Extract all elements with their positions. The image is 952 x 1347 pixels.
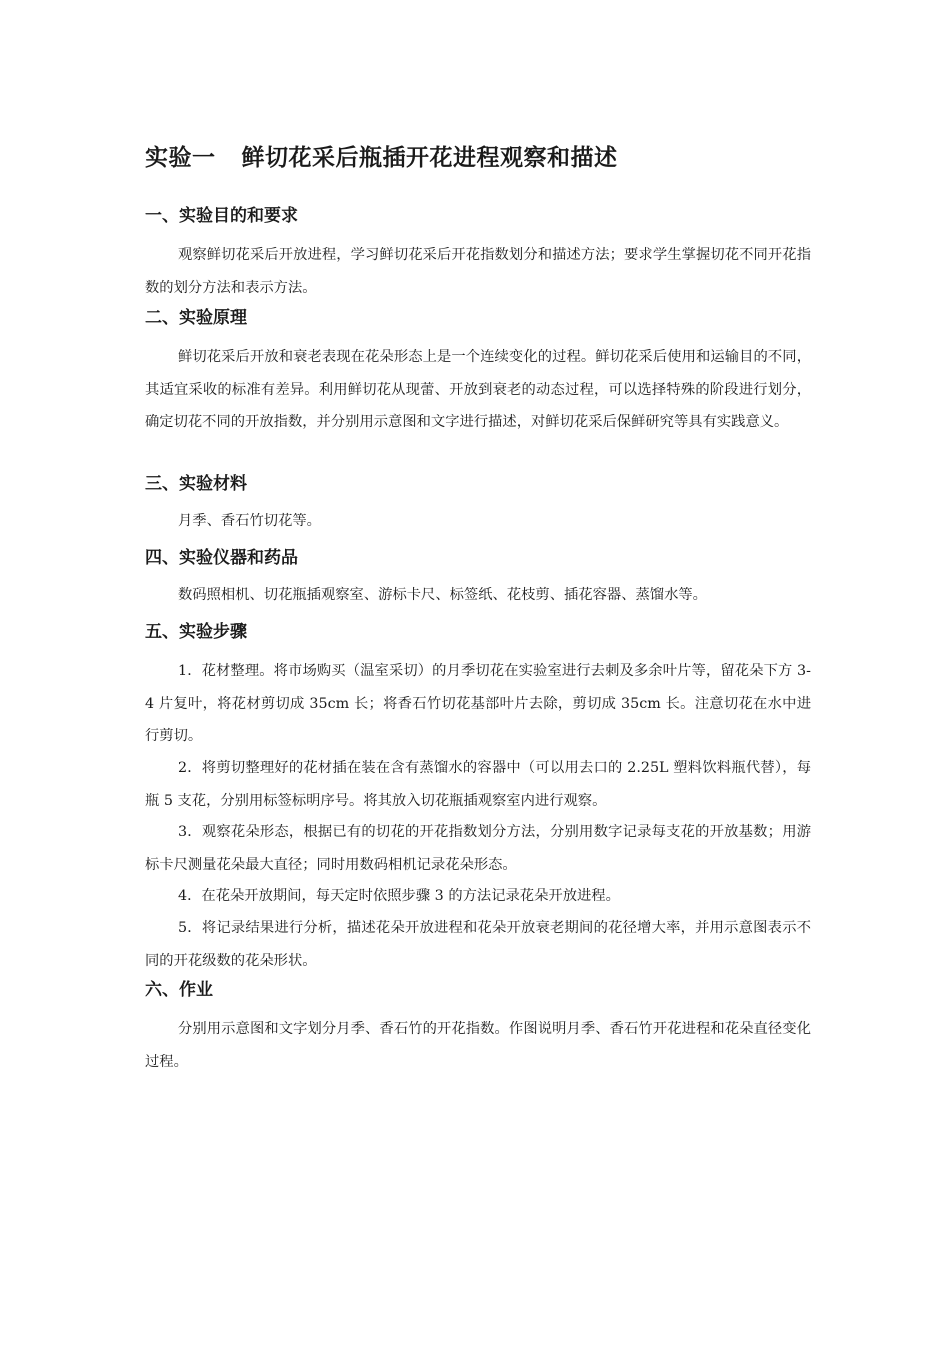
paragraph-step-4: 4．在花朵开放期间，每天定时依照步骤 3 的方法记录花朵开放进程。	[178, 888, 620, 904]
section-heading-purpose: 一、实验目的和要求	[145, 206, 298, 226]
section-heading-materials: 三、实验材料	[145, 474, 247, 494]
section-heading-instruments: 四、实验仪器和药品	[145, 548, 298, 568]
paragraph-principle: 鲜切花采后开放和衰老表现在花朵形态上是一个连续变化的过程。鲜切花采后使用和运输目的不同，其适宜采收的标准有差异。利用鲜切花从现蕾、开放到衰老的动态过程，可以选择特殊的阶段进行划分，确定切花不同的开放指数，并分别用示意图和文字进行描述，对鲜切花采后保鲜研究等具有实践意义。	[145, 349, 811, 430]
paragraph-instruments: 数码照相机、切花瓶插观察室、游标卡尺、标签纸、花枝剪、插花容器、蒸馏水等。	[178, 587, 707, 603]
paragraph-step-2: 2．将剪切整理好的花材插在装在含有蒸馏水的容器中（可以用去口的 2.25L 塑料饮料瓶代替），每瓶 5 支花，分别用标签标明序号。将其放入切花瓶插观察室内进行观察。	[145, 760, 811, 809]
section-heading-steps: 五、实验步骤	[145, 622, 247, 642]
title-part-1: 实验一	[145, 145, 216, 171]
document-title	[145, 142, 618, 174]
section-heading-principle: 二、实验原理	[145, 308, 247, 328]
paragraph-step-1: 1．花材整理。将市场购买（温室采切）的月季切花在实验室进行去刺及多余叶片等，留花朵下方 3-4 片复叶，将花材剪切成 35cm 长；将香石竹切花基部叶片去除，剪切成 35cm 长。注意切花在水中进行剪切。	[145, 663, 811, 744]
paragraph-purpose: 观察鲜切花采后开放进程，学习鲜切花采后开花指数划分和描述方法；要求学生掌握切花不同开花指数的划分方法和表示方法。	[145, 247, 811, 296]
paragraph-step-3: 3．观察花朵形态，根据已有的切花的开花指数划分方法，分别用数字记录每支花的开放基数；用游标卡尺测量花朵最大直径；同时用数码相机记录花朵形态。	[145, 824, 811, 873]
paragraph-step-5: 5．将记录结果进行分析，描述花朵开放进程和花朵开放衰老期间的花径增大率，并用示意图表示不同的开花级数的花朵形状。	[145, 920, 811, 969]
paragraph-homework: 分别用示意图和文字划分月季、香石竹的开花指数。作图说明月季、香石竹开花进程和花朵直径变化过程。	[145, 1021, 811, 1070]
paragraph-materials: 月季、香石竹切花等。	[178, 513, 321, 529]
title-part-2: 鲜切花采后瓶插开花进程观察和描述	[241, 145, 618, 171]
section-heading-homework: 六、作业	[145, 980, 213, 1000]
